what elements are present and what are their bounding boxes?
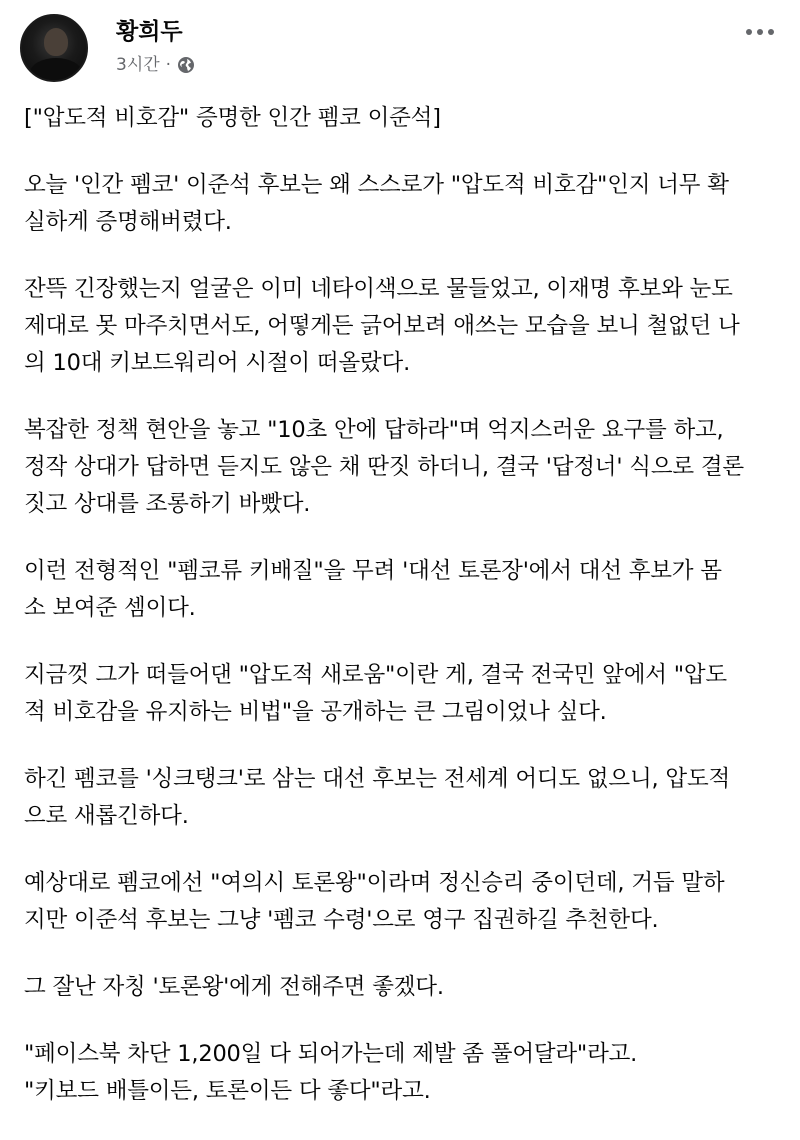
post-timestamp[interactable]: 3시간 xyxy=(116,55,160,75)
post-paragraph: 이런 전형적인 "펨코류 키배질"을 무려 '대선 토론장'에서 대선 후보가 몸 소 보여준 셈이다. xyxy=(24,558,722,621)
post-paragraph: 하긴 펨코를 '싱크탱크'로 삼는 대선 후보는 전세계 어디도 없으니, 압도적 으로 새롭긴하다. xyxy=(24,766,731,829)
globe-icon[interactable] xyxy=(177,56,195,74)
post-header xyxy=(20,14,780,84)
post-paragraph: 그 잘난 자칭 '토론왕'에게 전해주면 좋겠다. xyxy=(24,974,444,1000)
avatar-shoulders xyxy=(30,58,82,82)
more-dot xyxy=(746,29,752,35)
post-paragraph: 예상대로 펨코에선 "여의시 토론왕"이라며 정신승리 중이던데, 거듭 말하 지만 이준석 후보는 그냥 '펨코 수령'으로 영구 집권하길 추천한다. xyxy=(24,870,725,933)
post-paragraph: 복잡한 정책 현안을 놓고 "10초 안에 답하라"며 억지스러운 요구를 하고, 정작 상대가 답하면 듣지도 않은 채 딴짓 하더니, 결국 '답정너' 식으로 결론 짓고 상대를 조롱하기 바빴다. xyxy=(24,417,744,517)
author-name[interactable]: 황희두 xyxy=(116,19,183,45)
post-meta xyxy=(116,54,195,76)
post-paragraph: 지금껏 그가 떠들어댄 "압도적 새로움"이란 게, 결국 전국민 앞에서 "압도 적 비호감을 유지하는 비법"을 공개하는 큰 그림이었나 싶다. xyxy=(24,662,727,725)
more-dot xyxy=(768,29,774,35)
avatar-head xyxy=(44,28,68,56)
meta-separator: · xyxy=(165,55,172,75)
more-dot xyxy=(757,29,763,35)
post-paragraph: 오늘 '인간 펨코' 이준석 후보는 왜 스스로가 "압도적 비호감"인지 너무 확 실하게 증명해버렸다. xyxy=(24,172,729,235)
avatar[interactable] xyxy=(20,14,88,82)
post-paragraph: "페이스북 차단 1,200일 다 되어가는데 제발 좀 풀어달라"라고. "키보드 배틀이든, 토론이든 다 좋다"라고. xyxy=(24,1041,638,1104)
more-options-icon[interactable] xyxy=(740,18,780,46)
post-body xyxy=(24,100,784,1140)
post-paragraph: 잔뜩 긴장했는지 얼굴은 이미 네타이색으로 물들었고, 이재명 후보와 눈도 제대로 못 마주치면서도, 어떻게든 긁어보려 애쓰는 모습을 보니 철없던 나 의 10대 키보드워리어 시절이 떠올랐다. xyxy=(24,276,740,376)
post-paragraph: ["압도적 비호감" 증명한 인간 펨코 이준석] xyxy=(24,105,441,131)
